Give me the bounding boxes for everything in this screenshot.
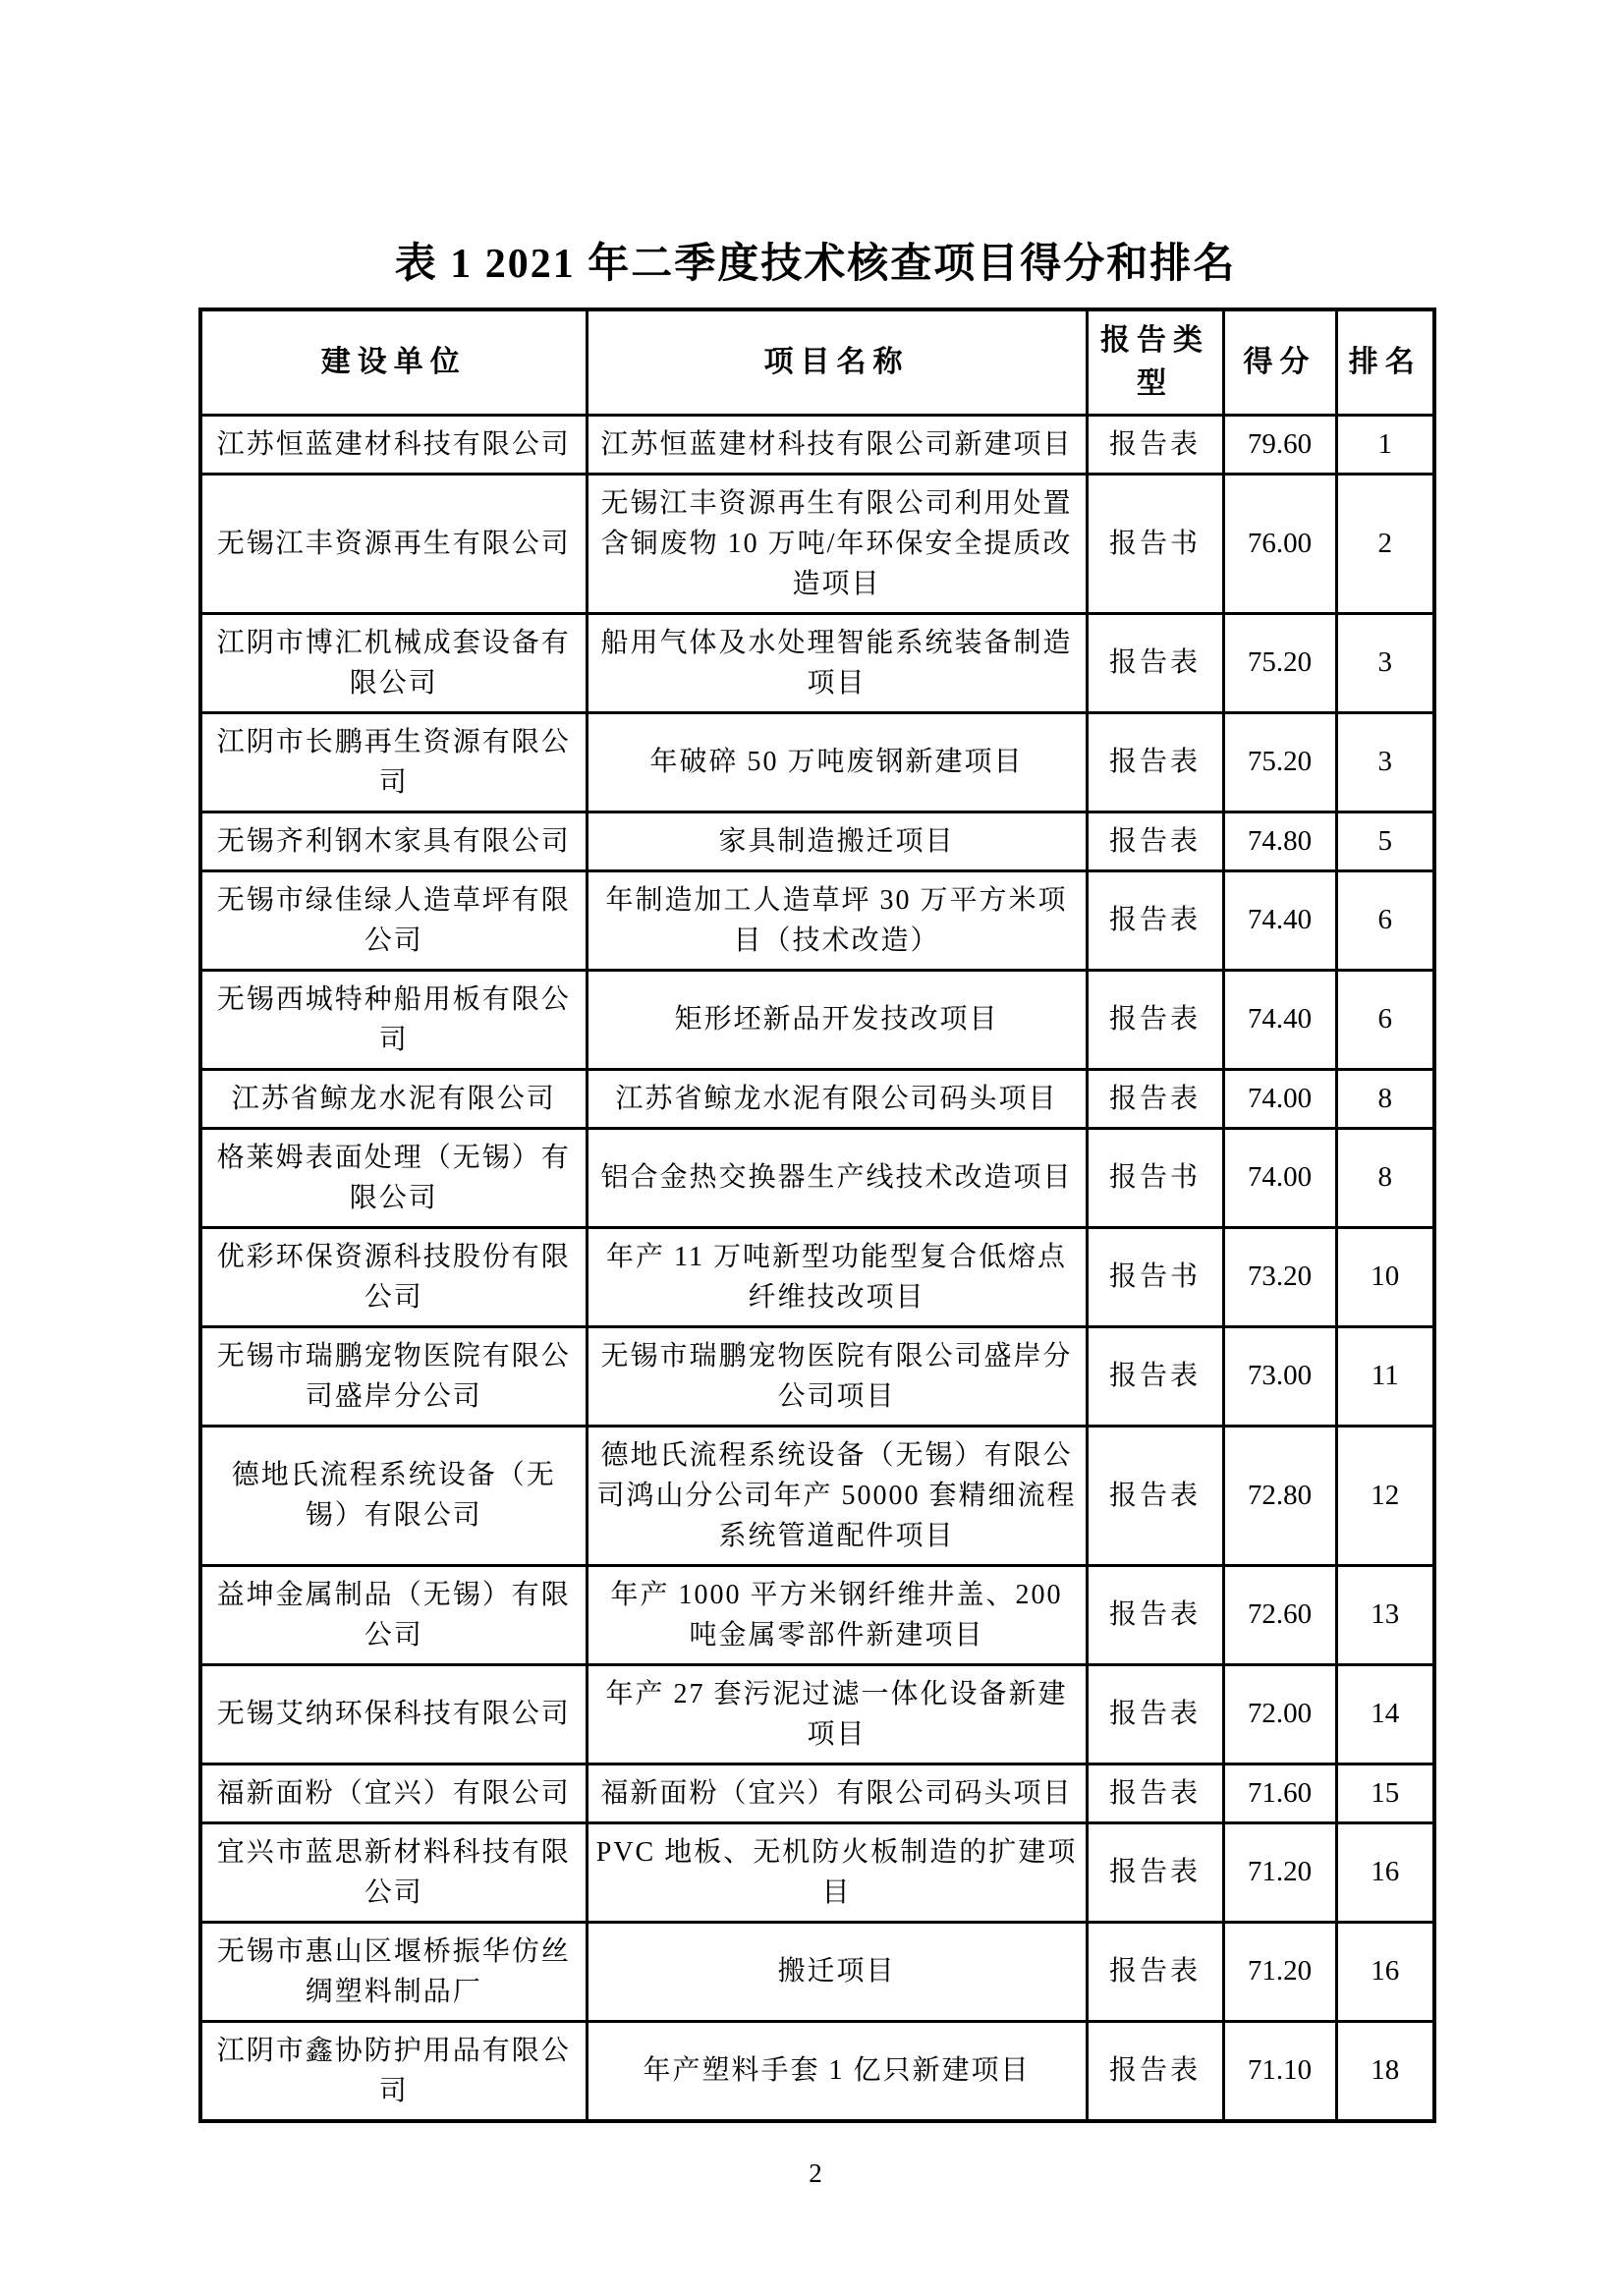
project-cell: 年制造加工人造草坪 30 万平方米项目（技术改造） [587, 870, 1087, 970]
score-cell: 71.10 [1223, 2021, 1336, 2121]
header-company: 建设单位 [200, 309, 587, 416]
project-cell: 江苏省鲸龙水泥有限公司码头项目 [587, 1069, 1087, 1128]
report-type-cell: 报告表 [1087, 1922, 1223, 2021]
company-cell: 无锡市瑞鹏宠物医院有限公司盛岸分公司 [200, 1326, 587, 1426]
report-type-cell: 报告表 [1087, 415, 1223, 474]
project-cell: 年产塑料手套 1 亿只新建项目 [587, 2021, 1087, 2121]
rank-cell: 6 [1336, 970, 1434, 1069]
project-cell: 搬迁项目 [587, 1922, 1087, 2021]
company-cell: 无锡江丰资源再生有限公司 [200, 474, 587, 613]
report-type-cell: 报告表 [1087, 712, 1223, 812]
project-cell: 福新面粉（宜兴）有限公司码头项目 [587, 1764, 1087, 1822]
company-cell: 益坤金属制品（无锡）有限公司 [200, 1565, 587, 1664]
table-row [200, 613, 1434, 712]
score-cell: 74.00 [1223, 1128, 1336, 1227]
score-cell: 73.20 [1223, 1227, 1336, 1326]
table-row [200, 1565, 1434, 1664]
report-type-cell: 报告表 [1087, 970, 1223, 1069]
company-cell: 江苏恒蓝建材科技有限公司 [200, 415, 587, 474]
table-row [200, 970, 1434, 1069]
table-row [200, 1822, 1434, 1922]
table-row [200, 712, 1434, 812]
project-cell: 年产 11 万吨新型功能型复合低熔点纤维技改项目 [587, 1227, 1087, 1326]
score-cell: 74.80 [1223, 812, 1336, 870]
document-content [198, 0, 1432, 2189]
company-cell: 江阴市鑫协防护用品有限公司 [200, 2021, 587, 2121]
company-cell: 无锡市绿佳绿人造草坪有限公司 [200, 870, 587, 970]
table-row [200, 1664, 1434, 1764]
company-cell: 宜兴市蓝思新材料科技有限公司 [200, 1822, 587, 1922]
company-cell: 福新面粉（宜兴）有限公司 [200, 1764, 587, 1822]
score-cell: 74.40 [1223, 970, 1336, 1069]
header-score: 得分 [1223, 309, 1336, 416]
page-number: 2 [809, 2157, 822, 2188]
report-type-cell: 报告表 [1087, 812, 1223, 870]
rank-cell: 18 [1336, 2021, 1434, 2121]
rank-cell: 6 [1336, 870, 1434, 970]
score-table [198, 308, 1436, 2123]
project-cell: 江苏恒蓝建材科技有限公司新建项目 [587, 415, 1087, 474]
rank-cell: 10 [1336, 1227, 1434, 1326]
table-row [200, 1326, 1434, 1426]
rank-cell: 11 [1336, 1326, 1434, 1426]
table-row [200, 1069, 1434, 1128]
company-cell: 格莱姆表面处理（无锡）有限公司 [200, 1128, 587, 1227]
rank-cell: 16 [1336, 1922, 1434, 2021]
rank-cell: 12 [1336, 1426, 1434, 1565]
table-row [200, 870, 1434, 970]
rank-cell: 2 [1336, 474, 1434, 613]
project-cell: 矩形坯新品开发技改项目 [587, 970, 1087, 1069]
score-cell: 71.60 [1223, 1764, 1336, 1822]
report-type-cell: 报告表 [1087, 1565, 1223, 1664]
header-rank: 排名 [1336, 309, 1434, 416]
rank-cell: 5 [1336, 812, 1434, 870]
company-cell: 江苏省鲸龙水泥有限公司 [200, 1069, 587, 1128]
project-cell: 无锡市瑞鹏宠物医院有限公司盛岸分公司项目 [587, 1326, 1087, 1426]
rank-cell: 15 [1336, 1764, 1434, 1822]
rank-cell: 8 [1336, 1069, 1434, 1128]
project-cell: 家具制造搬迁项目 [587, 812, 1087, 870]
table-row [200, 474, 1434, 613]
project-cell: 船用气体及水处理智能系统装备制造项目 [587, 613, 1087, 712]
score-cell: 72.80 [1223, 1426, 1336, 1565]
score-cell: 72.00 [1223, 1664, 1336, 1764]
report-type-cell: 报告表 [1087, 1764, 1223, 1822]
company-cell: 德地氏流程系统设备（无锡）有限公司 [200, 1426, 587, 1565]
report-type-cell: 报告书 [1087, 1128, 1223, 1227]
company-cell: 无锡艾纳环保科技有限公司 [200, 1664, 587, 1764]
report-type-cell: 报告表 [1087, 1664, 1223, 1764]
header-report-type: 报告类型 [1087, 309, 1223, 416]
report-type-cell: 报告表 [1087, 1069, 1223, 1128]
score-cell: 72.60 [1223, 1565, 1336, 1664]
rank-cell: 16 [1336, 1822, 1434, 1922]
report-type-cell: 报告表 [1087, 1822, 1223, 1922]
header-row [200, 309, 1434, 416]
company-cell: 优彩环保资源科技股份有限公司 [200, 1227, 587, 1326]
company-cell: 无锡齐利钢木家具有限公司 [200, 812, 587, 870]
company-cell: 江阴市长鹏再生资源有限公司 [200, 712, 587, 812]
table-row [200, 1922, 1434, 2021]
score-cell: 71.20 [1223, 1922, 1336, 2021]
report-type-cell: 报告表 [1087, 2021, 1223, 2121]
table-row [200, 1227, 1434, 1326]
report-type-cell: 报告书 [1087, 474, 1223, 613]
company-cell: 无锡西城特种船用板有限公司 [200, 970, 587, 1069]
score-cell: 75.20 [1223, 613, 1336, 712]
score-cell: 76.00 [1223, 474, 1336, 613]
project-cell: 年产 27 套污泥过滤一体化设备新建项目 [587, 1664, 1087, 1764]
rank-cell: 1 [1336, 415, 1434, 474]
report-type-cell: 报告表 [1087, 870, 1223, 970]
score-cell: 74.40 [1223, 870, 1336, 970]
table-row [200, 2021, 1434, 2121]
project-cell: 无锡江丰资源再生有限公司利用处置含铜废物 10 万吨/年环保安全提质改造项目 [587, 474, 1087, 613]
project-cell: PVC 地板、无机防火板制造的扩建项目 [587, 1822, 1087, 1922]
score-cell: 79.60 [1223, 415, 1336, 474]
rank-cell: 14 [1336, 1664, 1434, 1764]
header-project: 项目名称 [587, 309, 1087, 416]
rank-cell: 3 [1336, 613, 1434, 712]
report-type-cell: 报告书 [1087, 1227, 1223, 1326]
table-row [200, 812, 1434, 870]
score-cell: 73.00 [1223, 1326, 1336, 1426]
score-cell: 71.20 [1223, 1822, 1336, 1922]
table-row [200, 1764, 1434, 1822]
table-body [200, 415, 1434, 2121]
project-cell: 年破碎 50 万吨废钢新建项目 [587, 712, 1087, 812]
project-cell: 铝合金热交换器生产线技术改造项目 [587, 1128, 1087, 1227]
table-row [200, 1128, 1434, 1227]
rank-cell: 8 [1336, 1128, 1434, 1227]
table-title: 表 1 2021 年二季度技术核查项目得分和排名 [394, 242, 1237, 287]
project-cell: 年产 1000 平方米钢纤维井盖、200 吨金属零部件新建项目 [587, 1565, 1087, 1664]
report-type-cell: 报告表 [1087, 613, 1223, 712]
table-row [200, 1426, 1434, 1565]
company-cell: 江阴市博汇机械成套设备有限公司 [200, 613, 587, 712]
score-cell: 75.20 [1223, 712, 1336, 812]
rank-cell: 13 [1336, 1565, 1434, 1664]
report-type-cell: 报告表 [1087, 1426, 1223, 1565]
score-cell: 74.00 [1223, 1069, 1336, 1128]
rank-cell: 3 [1336, 712, 1434, 812]
report-type-cell: 报告表 [1087, 1326, 1223, 1426]
table-row [200, 415, 1434, 474]
project-cell: 德地氏流程系统设备（无锡）有限公司鸿山分公司年产 50000 套精细流程系统管道配件项目 [587, 1426, 1087, 1565]
company-cell: 无锡市惠山区堰桥振华仿丝绸塑料制品厂 [200, 1922, 587, 2021]
